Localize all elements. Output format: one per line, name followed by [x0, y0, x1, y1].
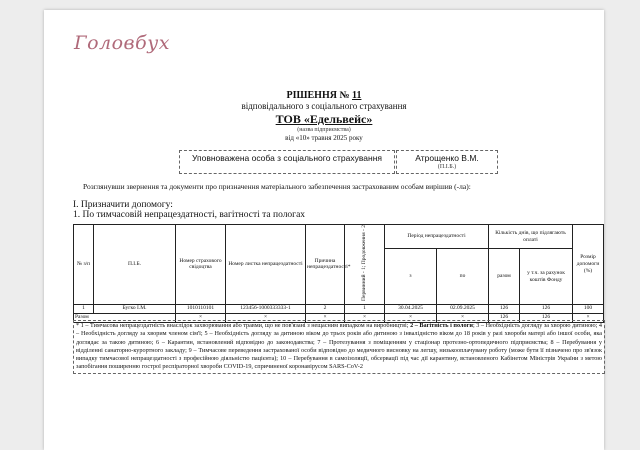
col-sheet: Номер листка непрацездатності	[226, 225, 306, 305]
sign-role: Уповноважена особа з соціального страхування	[191, 153, 383, 163]
col-fund: у т.ч. за рахунок коштів Фонду	[520, 249, 573, 304]
decision-date: від «10» травня 2025 року	[285, 134, 363, 142]
decision-title: РІШЕННЯ № 11	[286, 90, 362, 101]
col-total: разом	[489, 249, 520, 304]
col-insurance: Номер страхового свідоцтва	[176, 225, 226, 305]
intro-text: Розглянувши звернення та документи про призначення матеріального забезпечення застрахованим особам вирішив (-ла):	[83, 182, 471, 191]
sign-name-box	[396, 150, 498, 174]
company-hint: (назва підприємства)	[297, 127, 351, 133]
col-pib: П.І.Б.	[94, 225, 176, 305]
document-page	[44, 10, 604, 450]
total-row: Разом × × × × × × 126 126 ×	[74, 313, 604, 322]
org-line: відповідального з соціального страхування	[241, 101, 407, 111]
sign-name: Атрощенко В.М.	[415, 153, 479, 163]
sign-name-hint: (П.І.Б.)	[437, 164, 457, 170]
company-name: ТОВ «Едельвейс»	[275, 112, 373, 126]
section-1: І. Призначити допомогу:	[73, 200, 173, 210]
col-days: Кількість днів, що підлягають оплаті	[489, 225, 573, 249]
col-from: з	[385, 249, 437, 304]
section-1-1: 1. По тимчасовій непрацездатності, вагітності та пологах	[73, 210, 306, 220]
notes: * 1 – Тимчасова непрацездатність внаслідок захворювання або травми, що не пов'язані з нещасним випадком на виробництві; 2 – Вагітність і пологи; 3 – Необхідність догляду за хворою дитиною; 4 – Необхідність догляду за хворим членом сім'ї; 5 – Необхідність догляду за дитиною віком до трьох років або дитиною з інвалідністю віком до 18 років у разі хвороби матері або іншої особи, яка доглядає за такою дитиною; 6 – Карантин, встановлений відповідно до законодавства; 7 – Протезування з поміщенням у стаціонар протезно-ортопедичного підприємства; 8 – Перебування у відділенні санаторно-курортного закладу; 9 – Тимчасове переведення застрахованої особи відповідно до медичного висновку на легшу, низькооплачувану роботу (може бути її пізначено про зв'язок випадку тимчасової непрацездатності з професійною діяльністю пацієнта); 10 – Перебування в самоізоляції, обсервації під час дії карантину, встановленого Кабінетом Міністрів України з метою запобігання поширенню гострої респіраторної хвороби COVID-19, спричиненої коронавірусом SARS-CoV-2	[73, 320, 605, 374]
col-period: Період непрацездатності	[385, 225, 489, 249]
sign-role-box	[179, 150, 395, 174]
table-row: 1 Бугко І.М. 1010110101 123456-1000333333-1 2 1 30.04.2025 02.09.2025 126 126 100	[74, 304, 604, 313]
decision-number: 11	[352, 90, 362, 101]
logo: Головбух	[74, 32, 170, 54]
col-to: по	[437, 249, 489, 304]
col-primary: Первинний - 1; Продовження - 2	[345, 225, 385, 305]
col-reason: Причина непрацездатності*	[306, 225, 345, 305]
col-size: Розмір допомоги (%)	[573, 225, 604, 305]
benefits-table	[73, 224, 604, 323]
col-num: № з/п	[74, 225, 94, 305]
